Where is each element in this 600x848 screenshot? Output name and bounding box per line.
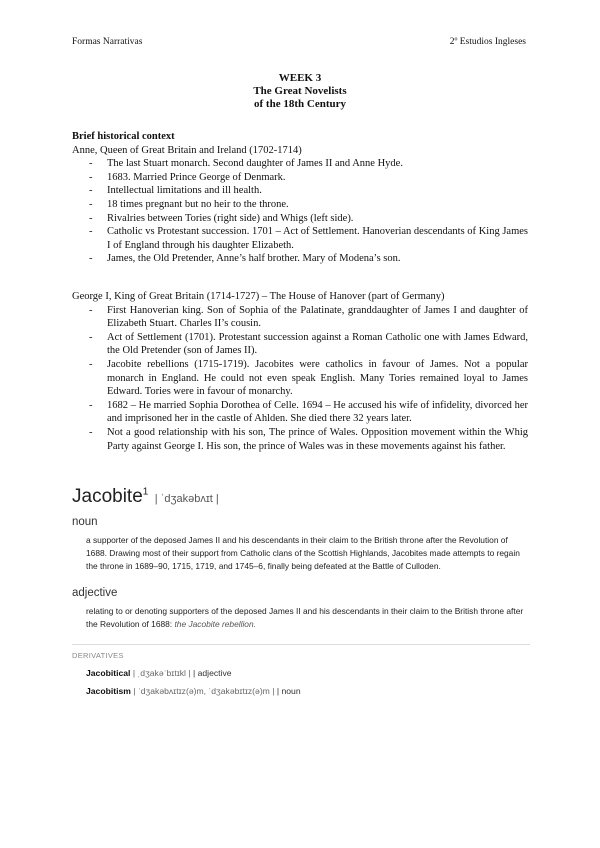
list-item: - James, the Old Pretender, Anne’s half brother. Mary of Modena’s son.: [72, 252, 528, 266]
list-item: - Rivalries between Tories (right side) and Whigs (left side).: [72, 212, 528, 226]
dictionary-headword-row: [72, 486, 530, 508]
section-heading: Brief historical context: [72, 131, 175, 142]
george-list: [72, 304, 528, 454]
adjective-example: the Jacobite rebellion.: [174, 619, 256, 629]
list-item: - 1682 – He married Sophia Dorothea of Celle. 1694 – He accused his wife of infidelity, divorced her and imprisoned her in the castle of Ahlden. She died there 32 years later.: [72, 399, 528, 426]
derivative-item: Jacobitism | ˈdʒakəbʌɪtɪz(ə)m, ˈdʒakəbɪtɪz(ə)m | | noun: [86, 686, 301, 696]
list-item: - Not a good relationship with his son, The prince of Wales. Opposition movement within the Whig Party against George I. His son, the prince of Wales was in these movements against his father.: [72, 426, 528, 453]
list-item: - 18 times pregnant but no heir to the throne.: [72, 198, 528, 212]
list-item: - Act of Settlement (1701). Protestant succession against a Roman Catholic one with James Edward, the Old Pretender (son of James II).: [72, 331, 528, 358]
title-week: WEEK 3: [278, 72, 322, 84]
list-item: - First Hanoverian king. Son of Sophia of the Palatinate, granddaughter of James I and daughter of Elizabeth Stuart. Charles II’s cousin.: [72, 304, 528, 331]
adjective-definition: relating to or denoting supporters of the deposed James II and his descendants in their claim to the British throne after the Revolution of 1688: the Jacobite rebellion.: [86, 606, 524, 629]
divider: [72, 644, 530, 645]
section-anne: [72, 130, 528, 266]
noun-definition: a supporter of the deposed James II and his descendants in their claim to the British throne after the Revolution of 1688. Drawing most of their support from Catholic clans of the Scottish Highlands, Jacobites made attempts to regain the throne in 1689–90, 1715, 1719, and 1745–6, finally being defeated at the Battle of Culloden.: [86, 535, 520, 571]
title-line-3: of the 18th Century: [254, 98, 346, 110]
page-title: [0, 72, 600, 111]
dictionary-headword: Jacobite$^1$: [72, 486, 149, 507]
list-item: - Intellectual limitations and ill health.: [72, 184, 528, 198]
noun-label: noun: [72, 516, 98, 528]
dictionary-pronunciation: | ˈdʒakəbʌɪt |: [154, 493, 219, 505]
anne-list: [72, 157, 528, 266]
section-george: [72, 290, 528, 453]
list-item: - Catholic vs Protestant succession. 1701 – Act of Settlement. Hanoverian descendants of King James I of England through his daughter Elizabeth.: [72, 225, 528, 252]
list-item: - Jacobite rebellions (1715-1719). Jacobites were catholics in favour of James. Not a popular monarch in England. He could not even speak English. Many Tories remained loyal to James Edward. Tories were in favour of monarchy.: [72, 358, 528, 399]
header-course-title: Formas Narrativas: [72, 37, 143, 47]
dictionary-entry: [72, 486, 530, 696]
list-item: - The last Stuart monarch. Second daughter of James II and Anne Hyde.: [72, 157, 528, 171]
section-subheading-george: George I, King of Great Britain (1714-1727) – The House of Hanover (part of Germany): [72, 291, 445, 302]
derivatives-label: DERIVATIVES: [72, 651, 124, 660]
header-course-level: 2º Estudios Ingleses: [449, 37, 526, 47]
adjective-label: adjective: [72, 587, 118, 599]
list-item: - 1683. Married Prince George of Denmark.: [72, 171, 528, 185]
title-line-2: The Great Novelists: [253, 85, 347, 97]
derivative-item: Jacobitical | ˌdʒakəˈbɪtɪkl | | adjective: [86, 668, 232, 678]
section-subheading-anne: Anne, Queen of Great Britain and Ireland (1702-1714): [72, 144, 302, 156]
